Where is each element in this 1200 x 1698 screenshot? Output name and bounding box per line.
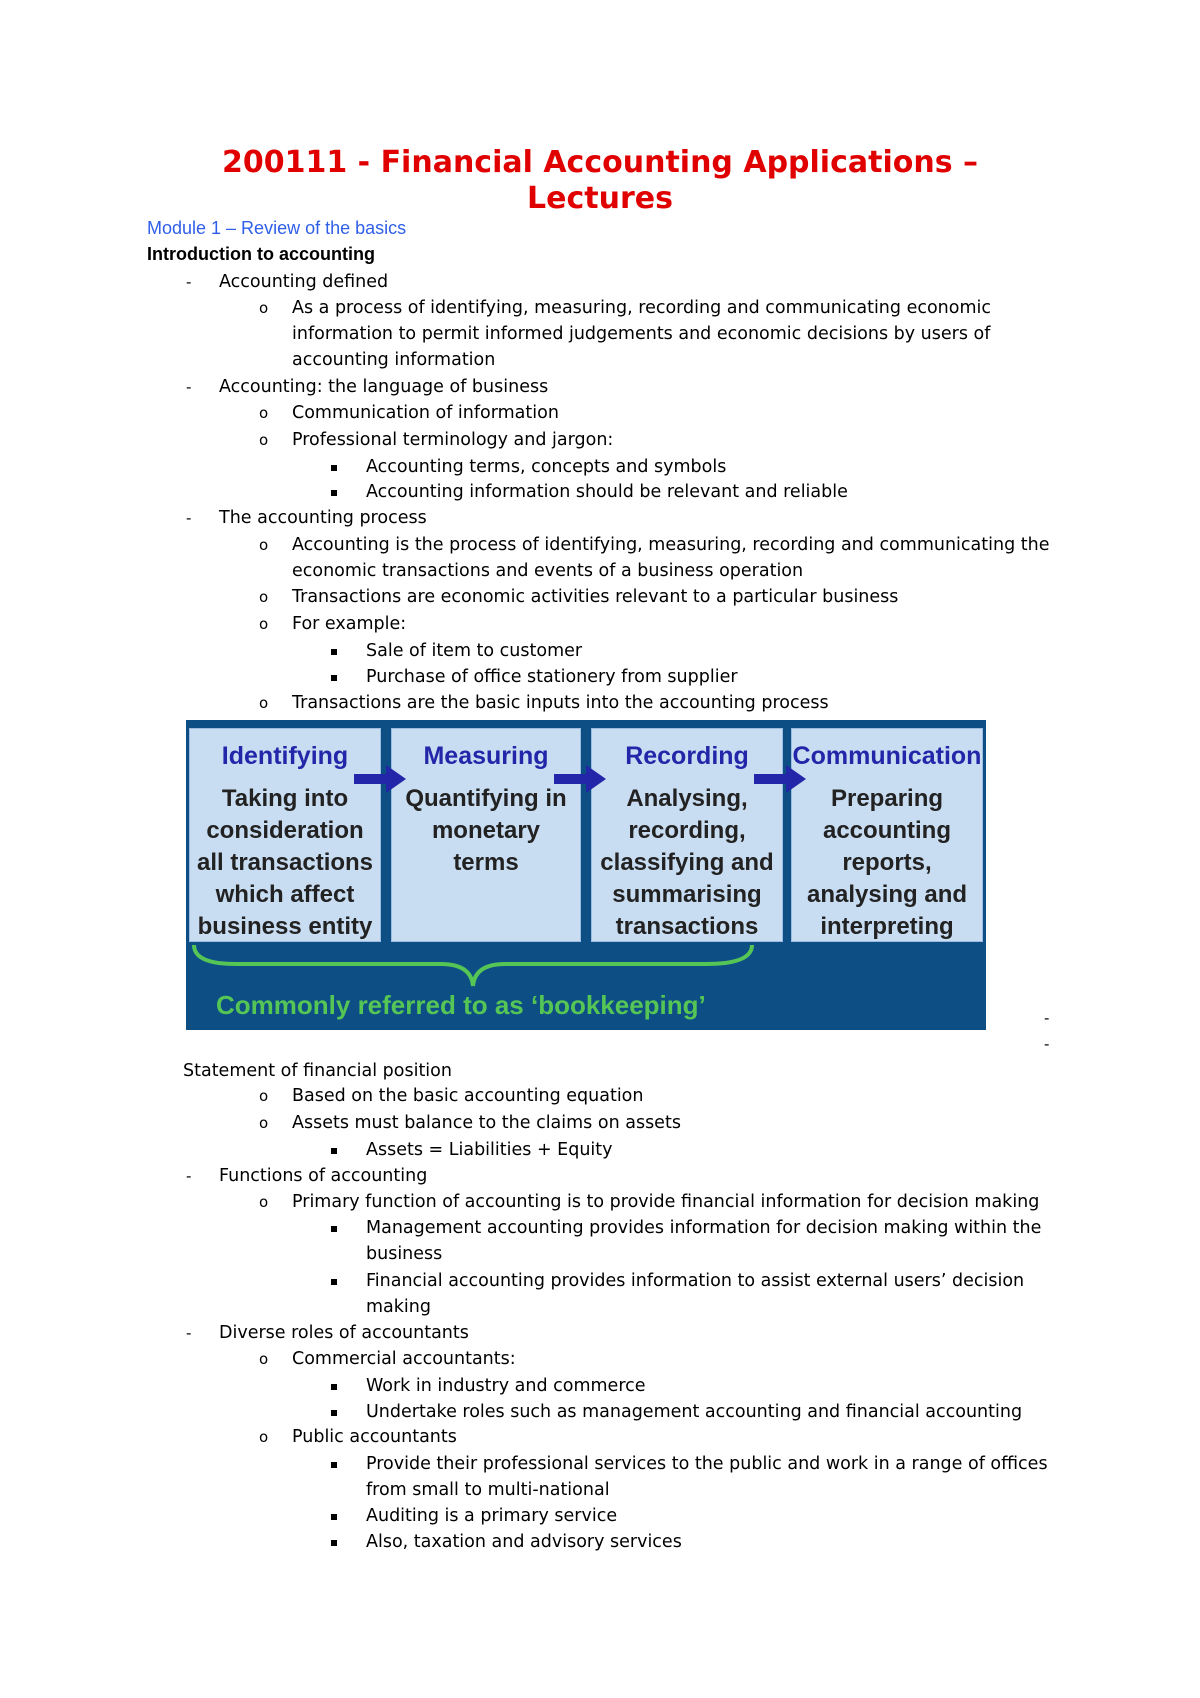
square-bullet-icon [331, 1268, 337, 1294]
circle-marker: o [259, 1428, 269, 1446]
list-item: information to permit informed judgements and economic decisions by users of [292, 324, 991, 344]
list-item: Assets must balance to the claims on assets [292, 1113, 681, 1133]
list-item: Commercial accountants: [292, 1349, 516, 1369]
square-bullet-icon [331, 638, 337, 664]
diagram-box-text: Taking into consideration all transactions which affect business entity [196, 785, 374, 940]
dash-marker: - [186, 1324, 192, 1342]
square-bullet-icon [331, 1373, 337, 1399]
circle-marker: o [259, 694, 269, 712]
square-bullet-icon [331, 1503, 337, 1529]
list-item: Accounting is the process of identifying, measuring, recording and communicating the [292, 535, 1050, 555]
square-bullet-icon [331, 1451, 337, 1477]
list-item: The accounting process [219, 508, 427, 528]
dash-marker: - [1044, 1035, 1050, 1053]
list-item: accounting information [292, 350, 496, 370]
circle-marker: o [259, 299, 269, 317]
diagram-box-heading: Communication [792, 742, 982, 770]
list-item: making [366, 1297, 431, 1317]
list-item: Work in industry and commerce [366, 1376, 646, 1396]
diagram-box-heading: Measuring [423, 742, 549, 770]
list-item: Transactions are the basic inputs into the accounting process [292, 693, 829, 713]
curly-brace-icon [186, 942, 986, 992]
list-item: Management accounting provides information for decision making within the [366, 1218, 1042, 1238]
list-item: Accounting: the language of business [219, 377, 549, 397]
circle-marker: o [259, 431, 269, 449]
list-item: As a process of identifying, measuring, recording and communicating economic [292, 298, 991, 318]
list-item: Accounting information should be relevant and reliable [366, 482, 848, 502]
diagram-box-text: Analysing, recording, classifying and summarising transactions [600, 785, 774, 940]
diagram-box-text: Preparing accounting reports, analysing and interpreting [806, 785, 968, 940]
square-bullet-icon [331, 479, 337, 505]
list-item: Diverse roles of accountants [219, 1323, 469, 1343]
page-title [150, 145, 1050, 217]
list-item: Provide their professional services to the public and work in a range of offices [366, 1454, 1048, 1474]
list-item: For example: [292, 614, 407, 634]
list-item: Sale of item to customer [366, 641, 583, 661]
module-heading: Module 1 – Review of the basics [147, 218, 407, 238]
diagram-box-measuring [391, 728, 581, 942]
arrow-right-icon [354, 765, 406, 793]
list-item: economic transactions and events of a business operation [292, 561, 804, 581]
diagram-box-identifying [189, 728, 381, 942]
arrow-right-icon [754, 765, 806, 793]
list-item: Also, taxation and advisory services [366, 1532, 682, 1552]
list-item: from small to multi-national [366, 1480, 610, 1500]
list-item: Transactions are economic activities relevant to a particular business [292, 587, 899, 607]
accounting-process-diagram [186, 720, 986, 1030]
dash-marker: - [186, 378, 192, 396]
list-item: Based on the basic accounting equation [292, 1086, 644, 1106]
list-item: Undertake roles such as management accounting and financial accounting [366, 1402, 1023, 1422]
square-bullet-icon [331, 454, 337, 480]
list-item: Auditing is a primary service [366, 1506, 618, 1526]
circle-marker: o [259, 1087, 269, 1105]
circle-marker: o [259, 615, 269, 633]
list-item: Assets = Liabilities + Equity [366, 1140, 613, 1160]
diagram-box-heading: Identifying [221, 742, 349, 770]
list-item: Public accountants [292, 1427, 457, 1447]
circle-marker: o [259, 1350, 269, 1368]
dash-marker: - [186, 509, 192, 527]
section-heading: Introduction to accounting [147, 244, 375, 264]
title-line-2: Lectures [527, 181, 673, 216]
arrow-right-icon [554, 765, 606, 793]
square-bullet-icon [331, 1399, 337, 1425]
diagram-box-recording [591, 728, 783, 942]
circle-marker: o [259, 1193, 269, 1211]
dash-marker: - [1044, 1009, 1050, 1027]
dash-marker: - [186, 1167, 192, 1185]
circle-marker: o [259, 536, 269, 554]
list-item: Functions of accounting [219, 1166, 428, 1186]
diagram-box-communication [791, 728, 983, 942]
circle-marker: o [259, 1114, 269, 1132]
list-item: Professional terminology and jargon: [292, 430, 614, 450]
list-item: Purchase of office stationery from supplier [366, 667, 738, 687]
list-item: Statement of financial position [183, 1061, 452, 1081]
circle-marker: o [259, 588, 269, 606]
circle-marker: o [259, 404, 269, 422]
diagram-box-text: Quantifying in monetary terms [405, 785, 567, 876]
list-item: Financial accounting provides information to assist external users’ decision [366, 1271, 1025, 1291]
list-item: Accounting terms, concepts and symbols [366, 457, 727, 477]
list-item: Primary function of accounting is to provide financial information for decision making [292, 1192, 1040, 1212]
square-bullet-icon [331, 1215, 337, 1241]
title-line-1: 200111 - Financial Accounting Applications – [221, 145, 979, 180]
dash-marker: - [186, 273, 192, 291]
square-bullet-icon [331, 1137, 337, 1163]
square-bullet-icon [331, 1529, 337, 1555]
list-item: business [366, 1244, 443, 1264]
list-item: Communication of information [292, 403, 559, 423]
diagram-footer: Commonly referred to as ‘bookkeeping’ [216, 990, 706, 1020]
diagram-box-heading: Recording [625, 742, 749, 770]
square-bullet-icon [331, 664, 337, 690]
list-item: Accounting defined [219, 272, 389, 292]
